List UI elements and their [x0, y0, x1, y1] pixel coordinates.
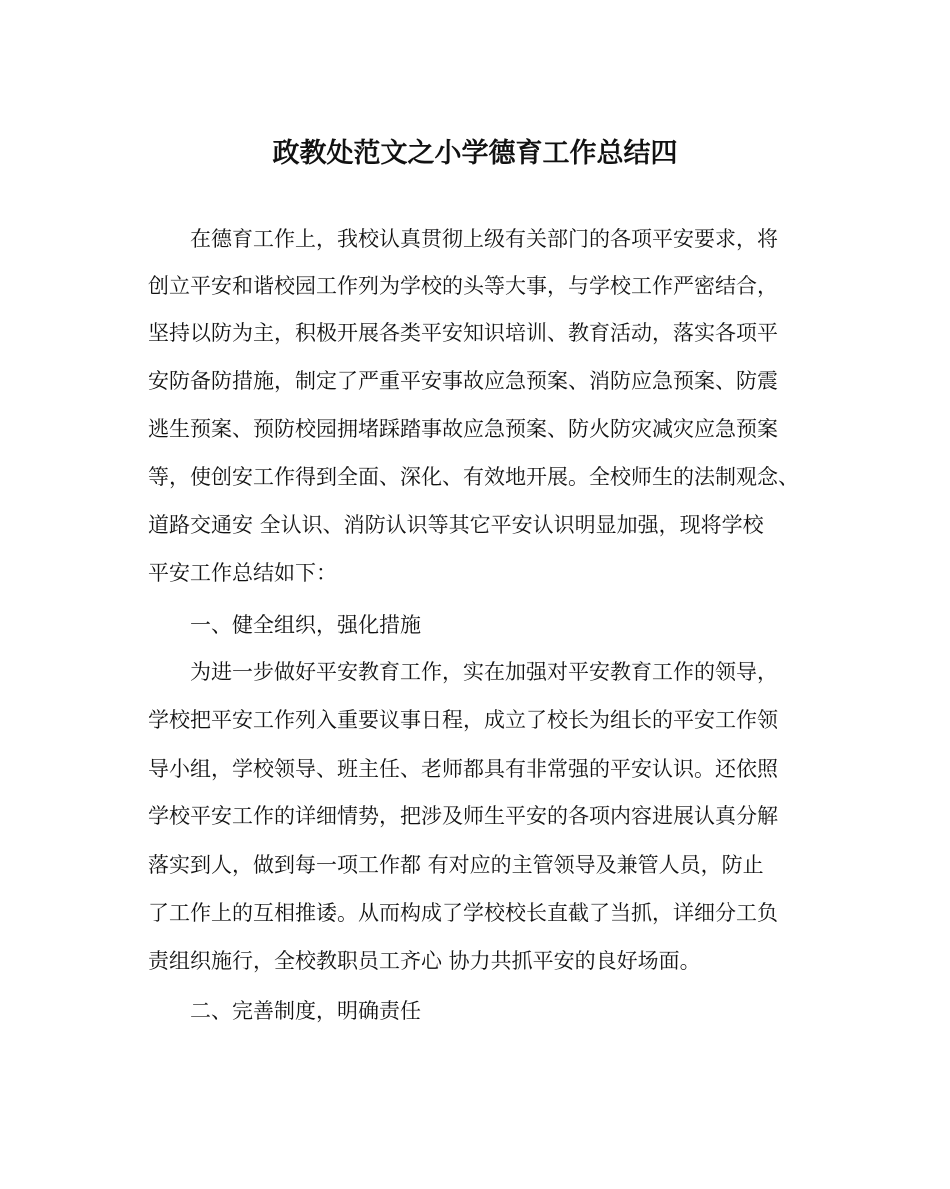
paragraph-line: 落实到人，做到每一项工作都 有对应的主管领导及兼管人员，防止: [148, 853, 764, 877]
paragraph-line: 学校把平安工作列入重要议事日程，成立了校长为组长的平安工作领: [148, 708, 778, 732]
paragraph-line: 责组织施行，全校教职员工齐心 协力共抓平安的良好场面。: [148, 949, 701, 973]
paragraph-line: 逃生预案、预防校园拥堵踩踏事故应急预案、防火防灾减灾应急预案: [148, 417, 778, 441]
paragraph-line: 在德育工作上，我校认真贯彻上级有关部门的各项平安要求，将: [190, 227, 778, 251]
document-title: 政教处范文之小学德育工作总结四: [272, 138, 678, 169]
paragraph-line: 学校平安工作的详细情势，把涉及师生平安的各项内容进展认真分解: [148, 804, 778, 828]
paragraph-line: 创立平安和谐校园工作列为学校的头等大事，与学校工作严密结合，: [148, 274, 778, 298]
paragraph-line: 坚持以防为主，积极开展各类平安知识培训、教育活动，落实各项平: [148, 321, 778, 345]
paragraph-line: 等，使创安工作得到全面、深化、有效地开展。全校师生的法制观念、: [148, 465, 799, 489]
paragraph-line: 了工作上的互相推诿。从而构成了学校校长直截了当抓，详细分工负: [148, 901, 778, 925]
paragraph-line: 安防备防措施，制定了严重平安事故应急预案、消防应急预案、防震: [148, 369, 778, 393]
paragraph-line: 平安工作总结如下：: [148, 561, 337, 585]
section-heading: 一、健全组织，强化措施: [190, 613, 421, 637]
paragraph-line: 为进一步做好平安教育工作，实在加强对平安教育工作的领导，: [190, 660, 778, 684]
paragraph-line: 导小组，学校领导、班主任、老师都具有非常强的平安认识。还依照: [148, 757, 778, 781]
section-heading: 二、完善制度，明确责任: [190, 999, 421, 1023]
paragraph-line: 道路交通安 全认识、消防认识等其它平安认识明显加强，现将学校: [148, 513, 764, 537]
